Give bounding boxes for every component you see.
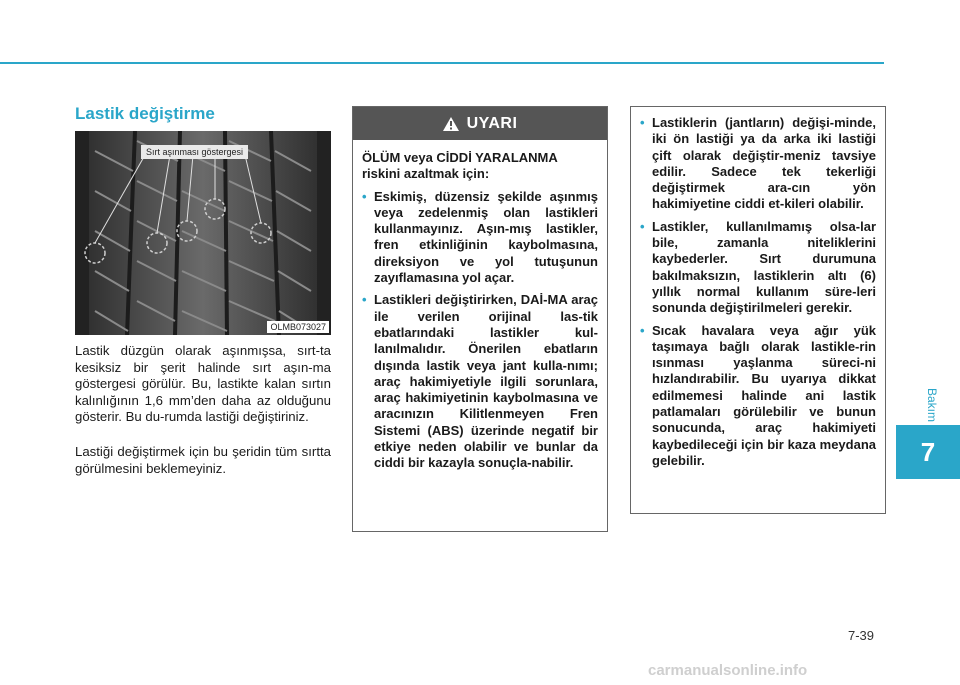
page-number: 7-39 bbox=[848, 628, 875, 643]
header-rule bbox=[0, 62, 884, 64]
section-title: Lastik değiştirme bbox=[75, 104, 215, 123]
tire-figure bbox=[75, 131, 331, 335]
bullet-icon: • bbox=[640, 218, 645, 234]
tire-tread-illustration bbox=[75, 131, 331, 335]
chapter-label: Bakım bbox=[925, 387, 939, 422]
tread-wear-indicator-callout: Sırt aşınması göstergesi bbox=[141, 145, 248, 159]
warning-continued-box bbox=[630, 106, 886, 514]
warning-title: UYARI bbox=[466, 114, 518, 132]
bullet-icon: • bbox=[362, 188, 367, 204]
body-paragraph-1: Lastik düzgün olarak aşınmışsa, sırt-ta kesiksiz bir şerit halinde sırt aşın-ma göstergesi görülür. Bu, lastikte kalan sırtın kalınlığının 1,6 mm’den daha az olduğunu gösterir. Bu du-rumda lastiği değiştiriniz. bbox=[75, 343, 331, 425]
bullet-icon: • bbox=[640, 322, 645, 338]
list-item: • Lastikleri değiştirirken, DAİ-MA araç ile verilen orijinal las-tik ebatlarındaki lastikler kul-lanılmalıdır. Önerilen ebatların dışında lastik veya jant kulla-nımı; araç hakimiyetiyle ilgili sorunlara, araç hakimiyetinin kaybolmasına ve aracınızın Kilitlenmeyen Fren Sistemi (ABS) üzerinde negatif bir etkiye neden olabilir ve bunlar da ciddi bir kazayla sonuçla-nabilir. bbox=[362, 292, 598, 471]
watermark[interactable]: carmanualsonline.info bbox=[648, 662, 808, 679]
warning-lead: ÖLÜM veya CİDDİ YARALANMA riskini azaltmak için: bbox=[362, 150, 558, 182]
warning-box bbox=[352, 106, 608, 532]
figure-code: OLMB073027 bbox=[267, 321, 329, 333]
warning-header bbox=[353, 107, 607, 140]
list-item: • Lastikler, kullanılmamış olsa-lar bile, zamanla niteliklerini kaybederler. Sırt durumuna bakılmaksızın, lastiklerin altı (6) yıllık normal kullanım süre-leri sonunda değiştirilmeleri gerekir. bbox=[640, 218, 876, 316]
warning-triangle-icon bbox=[443, 117, 459, 131]
list-item: • Sıcak havalara veya ağır yük taşımaya bağlı olarak lastikle-rin ısınması yaşlanma süreci-ni hızlandırabilir. Bu uyarıya dikkat edilmemesi halinde ani lastik patlamaları görülebilir ve bunun sonucunda, araç hakimiyeti kaybedileceği için bir kaza meydana gelebilir. bbox=[640, 322, 876, 468]
body-paragraph-2: Lastiği değiştirmek için bu şeridin tüm sırtta görülmesini beklemeyiniz. bbox=[75, 444, 331, 476]
list-item: • Lastiklerin (jantların) değişi-minde, iki ön lastiği ya da arka iki lastiği çift olarak değiştir-meniz tavsiye edilir. Sadece tek tekerliği değiştirmek ara-cın yön hakimiyetine ciddi et-kileri olabilir. bbox=[640, 115, 876, 212]
bullet-icon: • bbox=[362, 292, 367, 308]
chapter-tab[interactable]: 7 bbox=[896, 425, 960, 479]
bullet-icon: • bbox=[640, 115, 645, 130]
list-item: • Eskimiş, düzensiz şekilde aşınmış veya zedelenmiş olan lastikleri kullanmayınız. Aşın-mış lastikler, fren etkinliğinin kaybolmasına, direksiyon ve yol tutuşunun zayıflamasına yol açar. bbox=[362, 188, 598, 286]
